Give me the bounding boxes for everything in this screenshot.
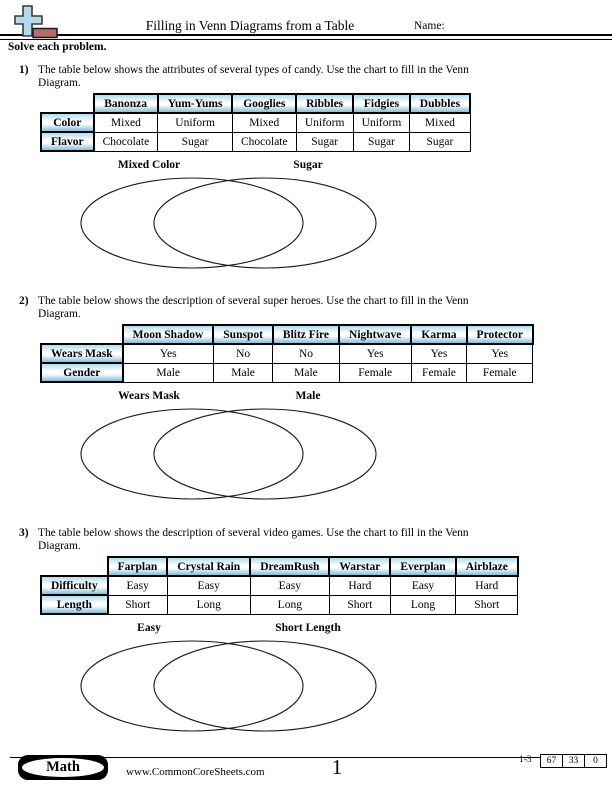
column-header-cell: Blitz Fire	[273, 325, 339, 344]
column-header-cell: Moon Shadow	[123, 325, 214, 344]
venn-diagram	[76, 175, 382, 271]
value-cell: Sugar	[296, 132, 353, 151]
corner-cell	[41, 557, 108, 576]
table-row	[41, 595, 518, 614]
value-cell: Sugar	[158, 132, 233, 151]
venn-left-circle	[81, 641, 303, 731]
problem-prompt: The table below shows the attributes of several types of candy. Use the chart to fill in the Venn Diagram.	[38, 64, 469, 89]
value-cell: Easy	[167, 576, 250, 595]
venn-left-label: Mixed Color	[117, 159, 181, 171]
value-cell: Long	[250, 595, 329, 614]
table-row	[41, 132, 470, 151]
value-cell: Sugar	[410, 132, 470, 151]
column-header-cell: Yum-Yums	[158, 94, 233, 113]
column-header-cell: Banonza	[94, 94, 158, 113]
venn-diagram	[76, 638, 382, 734]
value-cell: Uniform	[158, 113, 233, 132]
column-header-cell: Sunspot	[213, 325, 273, 344]
value-cell: Uniform	[296, 113, 353, 132]
value-cell: Short	[456, 595, 518, 614]
column-header-cell: Warstar	[329, 557, 390, 576]
name-label: Name:	[414, 20, 445, 32]
venn-right-label: Sugar	[293, 159, 323, 171]
column-header-cell: DreamRush	[250, 557, 329, 576]
row-header-cell: Flavor	[41, 132, 94, 151]
page-title: Filling in Venn Diagrams from a Table	[145, 18, 355, 33]
column-header-cell: Everplan	[390, 557, 455, 576]
column-header-cell: Dubbles	[410, 94, 470, 113]
attribute-table	[40, 556, 519, 615]
venn-left-label: Wears Mask	[118, 390, 180, 402]
problem-section-1	[0, 64, 612, 289]
value-cell: Mixed	[94, 113, 158, 132]
value-cell: Yes	[339, 344, 411, 363]
website-text: www.CommonCoreSheets.com	[126, 766, 265, 778]
value-cell: Yes	[411, 344, 466, 363]
instructions-text: Solve each problem.	[8, 41, 107, 53]
venn-left-circle	[81, 178, 303, 268]
attribute-table	[40, 324, 534, 383]
problem-range: 1-3	[519, 755, 532, 765]
row-header-cell: Length	[41, 595, 108, 614]
score-cell: 67	[541, 755, 563, 768]
value-cell: Yes	[123, 344, 214, 363]
table-header-row	[41, 557, 518, 576]
problem-prompt: The table below shows the description of several super heroes. Use the chart to fill in the Venn Diagram.	[38, 295, 469, 320]
table-row	[41, 113, 470, 132]
value-cell: Female	[339, 363, 411, 382]
table-header-row	[41, 94, 470, 113]
problem-section-3	[0, 527, 612, 752]
row-header-cell: Wears Mask	[41, 344, 123, 363]
value-cell: Hard	[329, 576, 390, 595]
column-header-cell: Crystal Rain	[167, 557, 250, 576]
venn-right-circle	[154, 409, 376, 499]
venn-left-circle	[81, 409, 303, 499]
problem-prompt: The table below shows the description of several video games. Use the chart to fill in the Venn Diagram.	[38, 527, 469, 552]
column-header-cell: Ribbles	[296, 94, 353, 113]
value-cell: Short	[108, 595, 168, 614]
value-cell: Hard	[456, 576, 518, 595]
score-table	[540, 754, 607, 768]
row-header-cell: Color	[41, 113, 94, 132]
problem-number: 3)	[19, 527, 29, 539]
value-cell: Chocolate	[232, 132, 296, 151]
problem-number: 1)	[19, 64, 29, 76]
value-cell: Long	[167, 595, 250, 614]
venn-right-circle	[154, 178, 376, 268]
value-cell: Chocolate	[94, 132, 158, 151]
value-cell: Male	[273, 363, 339, 382]
value-cell: Male	[123, 363, 214, 382]
value-cell: Mixed	[410, 113, 470, 132]
value-cell: Easy	[108, 576, 168, 595]
column-header-cell: Karma	[411, 325, 466, 344]
column-header-cell: Airblaze	[456, 557, 518, 576]
corner-cell	[41, 325, 123, 344]
row-header-cell: Gender	[41, 363, 123, 382]
value-cell: No	[273, 344, 339, 363]
column-header-cell: Googlies	[232, 94, 296, 113]
value-cell: Easy	[250, 576, 329, 595]
value-cell: Male	[213, 363, 273, 382]
table-header-row	[41, 325, 533, 344]
math-badge	[18, 755, 108, 780]
math-badge-label: Math	[46, 759, 80, 775]
value-cell: No	[213, 344, 273, 363]
column-header-cell: Fidgies	[353, 94, 410, 113]
venn-right-circle	[154, 641, 376, 731]
value-cell: Short	[329, 595, 390, 614]
value-cell: Long	[390, 595, 455, 614]
column-header-cell: Protector	[467, 325, 533, 344]
venn-left-label: Easy	[137, 622, 161, 634]
header-rule	[0, 34, 612, 40]
table-row	[41, 344, 533, 363]
score-row	[541, 755, 607, 768]
column-header-cell: Farplan	[108, 557, 168, 576]
commoncoresheets-plus-logo-icon	[12, 5, 62, 41]
column-header-cell: Nightwave	[339, 325, 411, 344]
venn-right-label: Male	[295, 390, 321, 402]
score-cell: 0	[585, 755, 607, 768]
venn-right-label: Short Length	[275, 622, 341, 634]
score-cell: 33	[563, 755, 585, 768]
venn-diagram	[76, 406, 382, 502]
row-header-cell: Difficulty	[41, 576, 108, 595]
value-cell: Female	[467, 363, 533, 382]
math-badge-oval	[22, 758, 104, 777]
value-cell: Mixed	[232, 113, 296, 132]
value-cell: Uniform	[353, 113, 410, 132]
page-number: 1	[331, 755, 343, 779]
problem-number: 2)	[19, 295, 29, 307]
table-row	[41, 576, 518, 595]
problem-section-2	[0, 295, 612, 520]
table-row	[41, 363, 533, 382]
attribute-table	[40, 93, 471, 152]
value-cell: Sugar	[353, 132, 410, 151]
value-cell: Easy	[390, 576, 455, 595]
value-cell: Yes	[467, 344, 533, 363]
value-cell: Female	[411, 363, 466, 382]
corner-cell	[41, 94, 94, 113]
